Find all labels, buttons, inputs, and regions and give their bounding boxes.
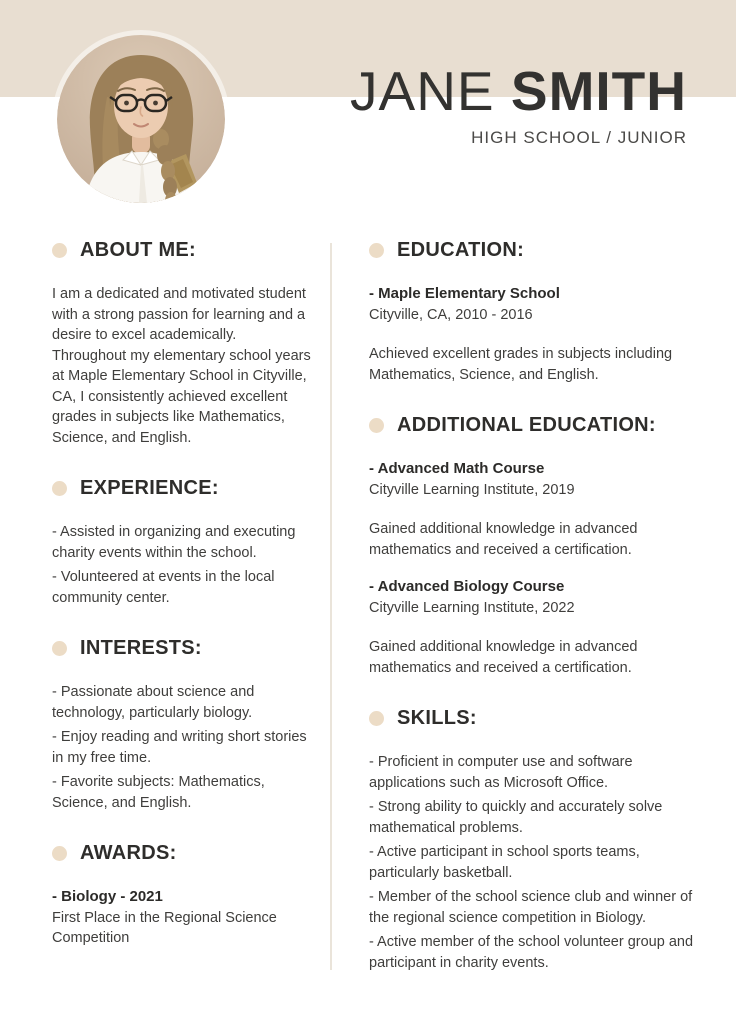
list-item: - Member of the school science club and winner of the regional science competition in Biology.: [369, 889, 693, 926]
column-divider: [330, 243, 332, 970]
interests-list: [52, 682, 314, 813]
entry-description: Achieved excellent grades in subjects including Mathematics, Science, and English.: [369, 346, 673, 383]
section-interests-heading: [52, 636, 314, 660]
section-about-heading: [52, 238, 314, 262]
section-title: EXPERIENCE:: [80, 477, 219, 499]
entry-title: - Maple Elementary School: [369, 285, 560, 302]
award-description: First Place in the Regional Science Competition: [52, 909, 277, 946]
left-column: [52, 232, 314, 966]
section-title: EDUCATION:: [397, 239, 525, 261]
list-item: - Strong ability to quickly and accurately solve mathematical problems.: [369, 799, 663, 836]
about-paragraph: I am a dedicated and motivated student with a strong passion for learning and a desire to excel academically. Throughout my elementary school years at Maple Elementary School in Cityville, CA, I consistently achieved excellent grades in subjects like Mathematics, Science, and English.: [52, 286, 311, 446]
list-item: - Volunteered at events in the local community center.: [52, 569, 275, 606]
page-title: [350, 60, 687, 122]
bullet-dot-icon: [52, 641, 67, 656]
section-skills-heading: [369, 706, 693, 730]
list-item: - Favorite subjects: Mathematics, Science, and English.: [52, 774, 265, 811]
last-name: SMITH: [510, 60, 687, 122]
list-item: - Proficient in computer use and software applications such as Microsoft Office.: [369, 754, 633, 791]
award-title: - Biology - 2021: [52, 888, 163, 905]
education-entry: [369, 284, 693, 385]
section-additional-education-heading: [369, 413, 693, 437]
bullet-dot-icon: [369, 243, 384, 258]
entry-title: - Advanced Biology Course: [369, 578, 565, 595]
additional-education-entry: [369, 459, 693, 560]
bullet-dot-icon: [369, 711, 384, 726]
entry-title: - Advanced Math Course: [369, 460, 545, 477]
award-entry: [52, 887, 314, 949]
entry-subtitle: Cityville Learning Institute, 2022: [369, 599, 575, 616]
section-awards-heading: [52, 841, 314, 865]
list-item: - Enjoy reading and writing short stories in my free time.: [52, 729, 307, 766]
bullet-dot-icon: [52, 481, 67, 496]
section-title: ABOUT ME:: [80, 239, 197, 261]
entry-subtitle: Cityville, CA, 2010 - 2016: [369, 306, 533, 323]
list-item: - Active member of the school volunteer group and participant in charity events.: [369, 934, 694, 971]
section-experience-heading: [52, 476, 314, 500]
section-education-heading: [369, 238, 693, 262]
section-title: INTERESTS:: [80, 637, 202, 659]
entry-description: Gained additional knowledge in advanced mathematics and received a certification.: [369, 639, 638, 676]
skills-list: [369, 752, 693, 973]
role-subtitle: HIGH SCHOOL / JUNIOR: [471, 128, 687, 147]
bullet-dot-icon: [52, 846, 67, 861]
bullet-dot-icon: [52, 243, 67, 258]
header-text: [350, 60, 687, 148]
experience-list: [52, 522, 314, 608]
entry-subtitle: Cityville Learning Institute, 2019: [369, 481, 575, 498]
additional-education-entry: [369, 577, 693, 678]
section-title: SKILLS:: [397, 707, 477, 729]
bullet-dot-icon: [369, 418, 384, 433]
profile-photo: [57, 35, 225, 203]
right-column: [369, 232, 693, 977]
list-item: - Passionate about science and technology, particularly biology.: [52, 684, 255, 721]
list-item: - Assisted in organizing and executing charity events within the school.: [52, 524, 296, 561]
section-title: AWARDS:: [80, 842, 177, 864]
section-title: ADDITIONAL EDUCATION:: [397, 414, 656, 436]
first-name: JANE: [350, 60, 495, 122]
list-item: - Active participant in school sports teams, particularly basketball.: [369, 844, 640, 881]
entry-description: Gained additional knowledge in advanced mathematics and received a certification.: [369, 521, 638, 558]
student-portrait-illustration: [57, 35, 225, 203]
